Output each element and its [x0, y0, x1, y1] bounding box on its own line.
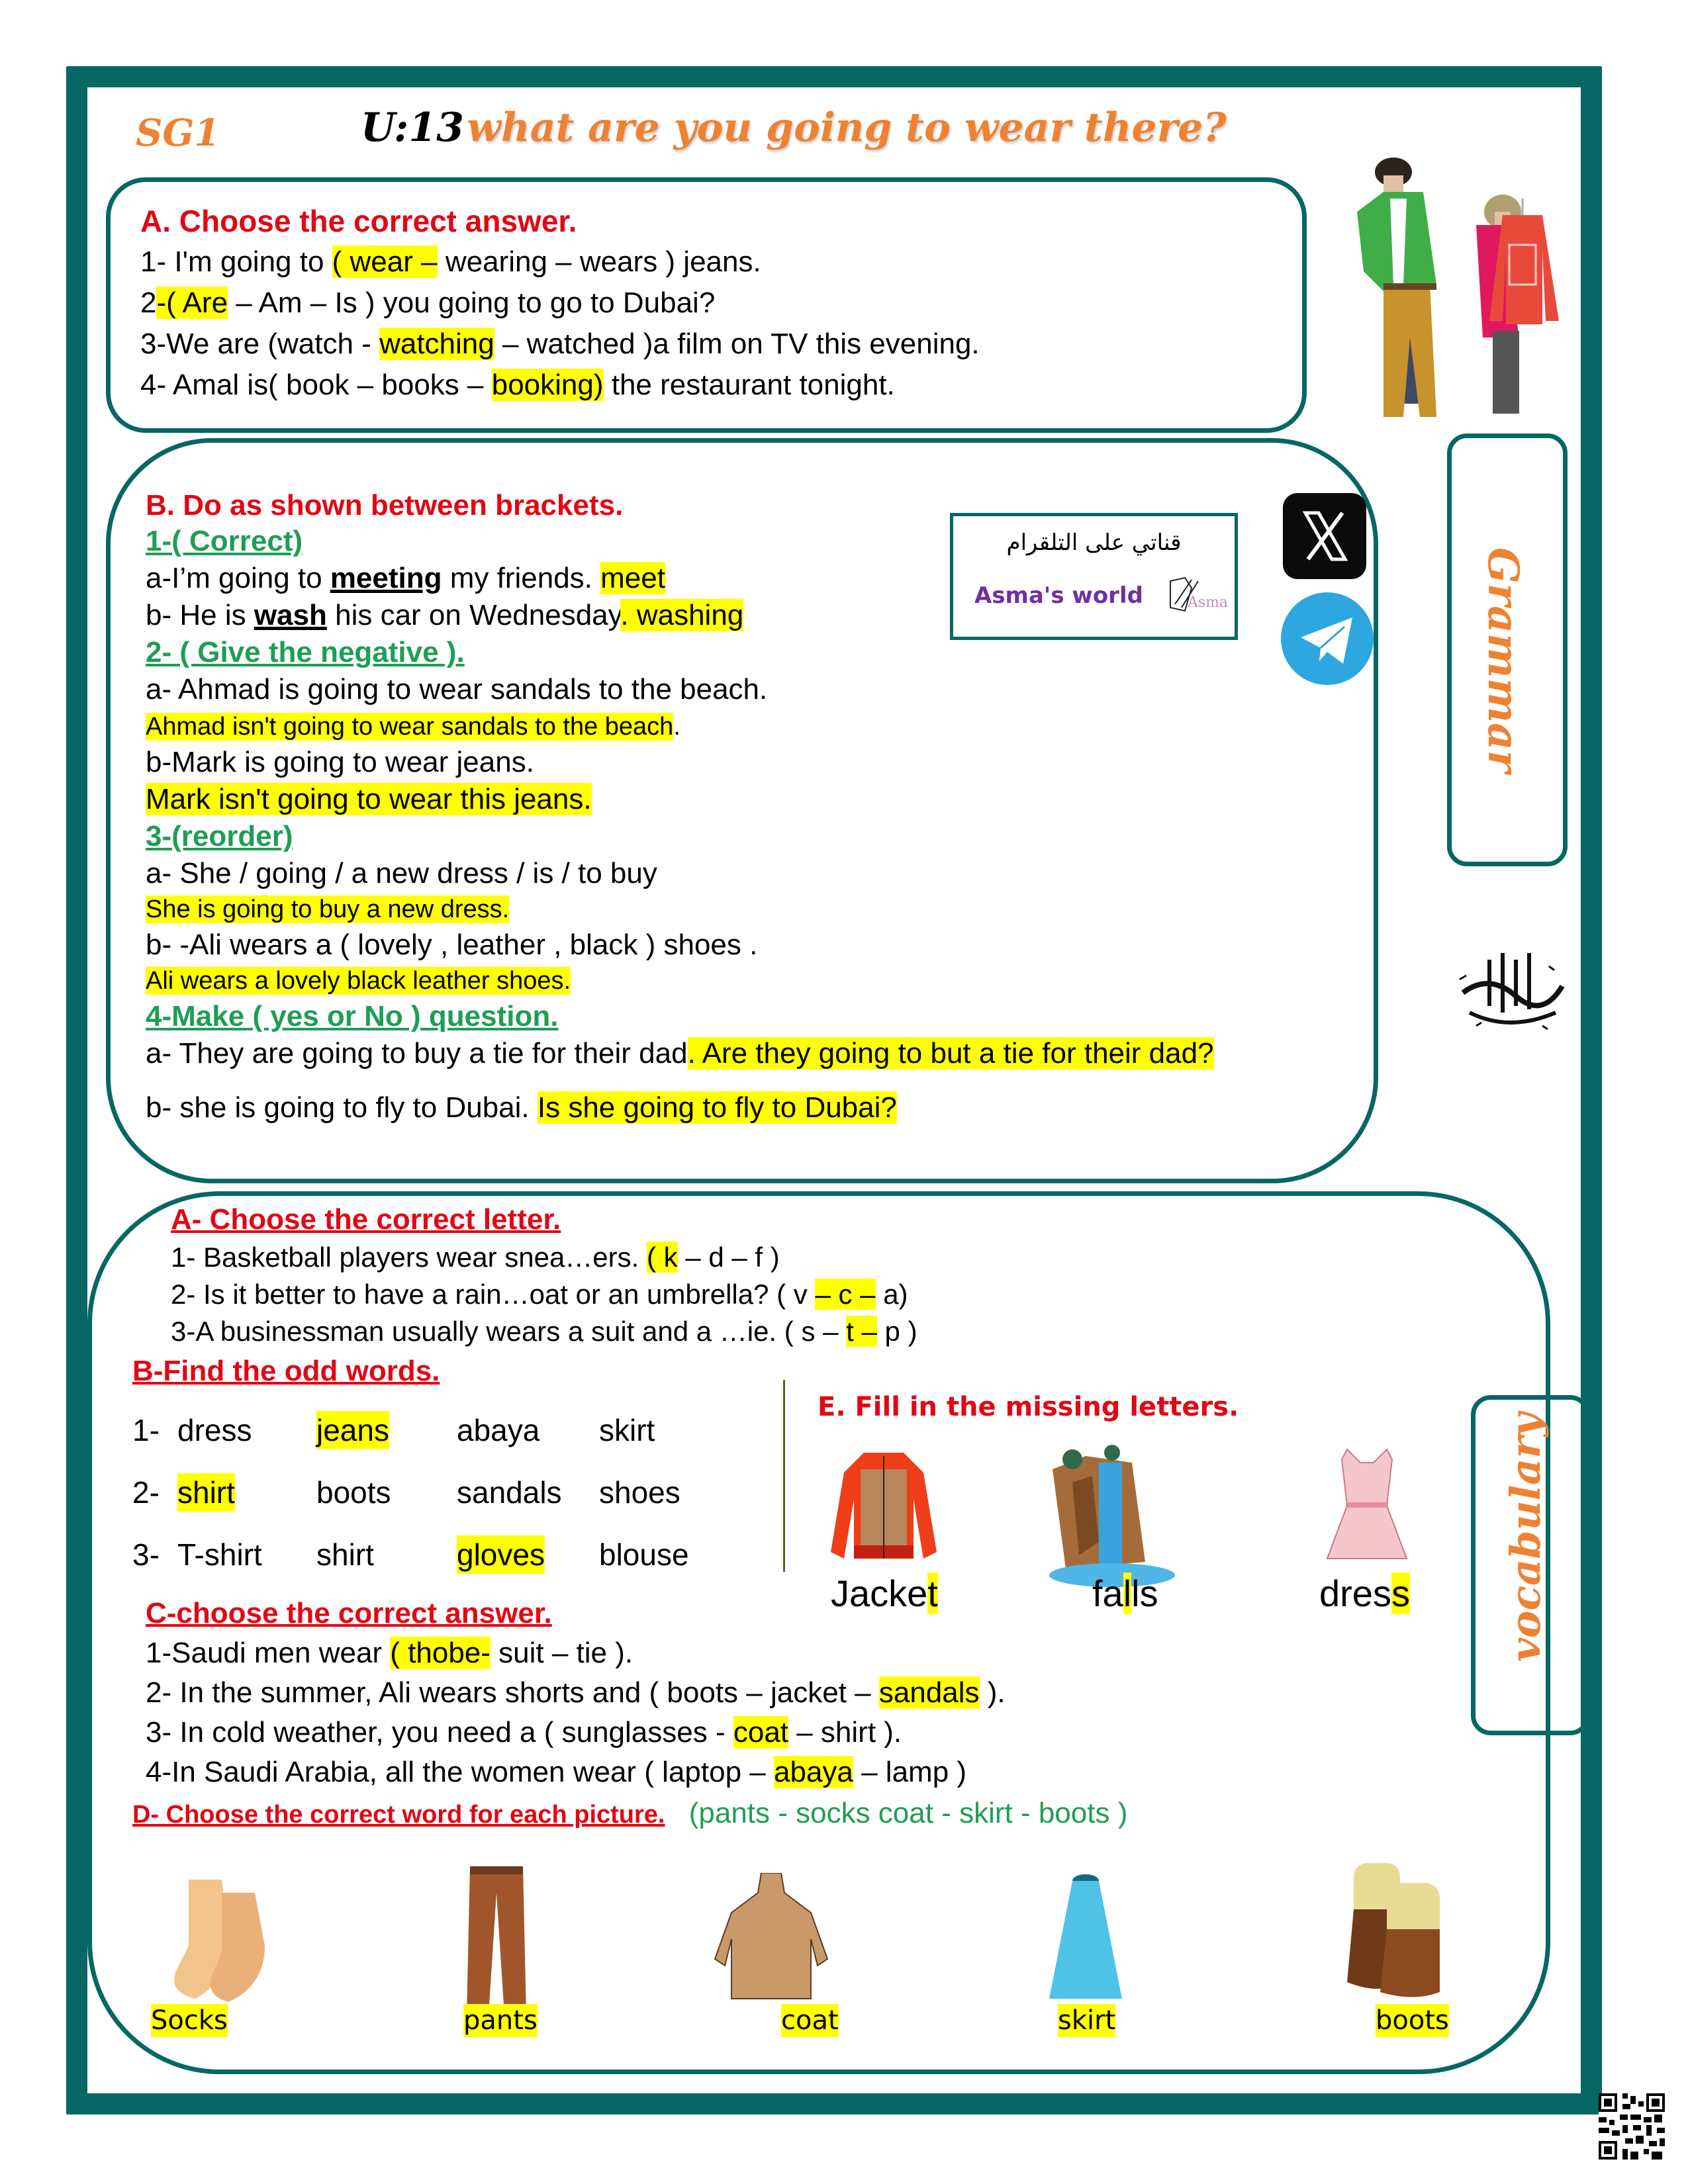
q-text: – shirt ). [788, 1716, 902, 1749]
q-text: 1- Basketball players wear snea…ers. [171, 1242, 647, 1273]
waterfall-picture [1046, 1443, 1178, 1588]
answer-highlight: ( k [646, 1242, 678, 1273]
grammar-b-part3-title: 3-(reorder) [146, 820, 293, 852]
q-text: 3- In cold weather, you need a ( sunglasses - [146, 1716, 733, 1749]
missing-letter: t [927, 1572, 938, 1614]
q-text: 3-A businessman usually wears a suit and a …ie. ( s – [171, 1316, 847, 1347]
picture-label-skirt: skirt [1058, 2005, 1116, 2036]
q-text: – watched )a film on TV this evening. [494, 328, 980, 360]
brand-name: Asma's world [974, 582, 1143, 609]
q-text: b- He is [146, 599, 254, 631]
q-text: ). [979, 1676, 1006, 1709]
word-part: dres [1319, 1572, 1391, 1614]
answer-highlight: . washing [620, 599, 744, 631]
picture-label-coat: coat [781, 2005, 839, 2036]
grammar-b-part4-title: 4-Make ( yes or No ) question. [146, 1000, 559, 1032]
grammar-b-part3-b: b- -Ali wears a ( lovely , leather , black ) shoes . [146, 929, 758, 961]
word-part: Jacke [831, 1572, 928, 1614]
odd-word-option: dress [177, 1413, 252, 1447]
answer-highlight: . Are they going to but a tie for their dad? [687, 1037, 1214, 1069]
odd-word-option: shirt [316, 1537, 374, 1572]
grammar-b-part2-title: 2- ( Give the negative ). [146, 636, 465, 668]
answer-highlight: watching [379, 328, 494, 360]
q-text: his car on Wednesday [326, 599, 621, 631]
answer-highlight: ( wear – [332, 246, 438, 278]
vocab-b-heading: B-Find the odd words. [132, 1355, 440, 1387]
q-text: the restaurant tonight. [603, 369, 895, 401]
q-text: a) [875, 1279, 908, 1310]
vocab-e-heading: E. Fill in the missing letters. [818, 1392, 1239, 1422]
grammar-a-heading: A. Choose the correct answer. [140, 204, 577, 238]
grammar-b-part4-b [146, 1089, 897, 1126]
word-bank: (pants - socks coat - skirt - boots ) [688, 1797, 1128, 1829]
telegram-channel-box[interactable] [950, 513, 1238, 640]
q-text: . [673, 713, 680, 741]
x-icon[interactable] [1283, 493, 1366, 579]
word-part: fa [1092, 1572, 1123, 1614]
vocab-d-heading: D- Choose the correct word for each picture. [132, 1801, 665, 1829]
grammar-a-q2 [140, 285, 715, 322]
answer-highlight: sandals [878, 1676, 980, 1709]
answer-highlight: She is going to buy a new dress. [146, 895, 510, 923]
odd-word-option: skirt [599, 1413, 655, 1447]
missing-letter: s [1391, 1572, 1410, 1614]
unit-number: U:13 [361, 105, 464, 151]
grammar-b-part2-a: a- Ahmad is going to wear sandals to the beach. [146, 673, 768, 705]
odd-word-answer: gloves [457, 1535, 545, 1574]
grammar-b-part3-b-answer [146, 962, 571, 999]
page-title [361, 105, 1227, 151]
picture-label-pants: pants [463, 2005, 538, 2036]
telegram-icon[interactable] [1281, 592, 1374, 685]
odd-row-number: 1- [132, 1413, 160, 1447]
vocab-c-heading: C-choose the correct answer. [146, 1597, 552, 1629]
error-word: meeting [330, 562, 442, 594]
odd-word-answer: jeans [316, 1411, 389, 1449]
boots-picture [1340, 1856, 1460, 2002]
answer-highlight: t – [846, 1316, 877, 1347]
answer-highlight: meet [600, 562, 665, 594]
odd-word-option: blouse [599, 1537, 689, 1572]
missing-letter: l [1123, 1572, 1132, 1614]
jacket-picture [824, 1446, 943, 1565]
answer-highlight: -( Are [156, 287, 228, 319]
answer-highlight: – c – [815, 1279, 876, 1310]
arabic-calligraphy [1450, 933, 1569, 1039]
grammar-a-q4 [140, 367, 895, 404]
grammar-b-heading: B. Do as shown between brackets. [146, 489, 624, 522]
grammar-b-part1-b [146, 597, 743, 634]
q-text: wearing – wears ) jeans. [437, 246, 761, 278]
vocab-d-row [132, 1795, 1127, 1833]
answer-highlight: abaya [774, 1756, 853, 1788]
vocab-a-q2 [171, 1276, 908, 1313]
skirt-picture [1043, 1873, 1129, 2005]
grammar-a-q1 [140, 244, 761, 281]
q-text: p ) [876, 1316, 917, 1347]
odd-row-number: 3- [132, 1537, 160, 1572]
odd-word-option: sandals [457, 1475, 562, 1510]
fill-letter-word [1092, 1572, 1158, 1615]
arabic-channel-text: قناتي على التلقرام [1006, 529, 1182, 556]
vocabulary-side-label: vocabulary [1501, 1412, 1550, 1662]
picture-label-boots: boots [1376, 2005, 1449, 2036]
answer-highlight: Ali wears a lovely black leather shoes. [146, 967, 571, 995]
q-text: 3-We are (watch - [140, 328, 380, 360]
q-text: suit – tie ). [490, 1637, 633, 1669]
answer-highlight: booking) [491, 369, 604, 401]
coat-picture [712, 1873, 831, 2005]
odd-word-option: T-shirt [177, 1537, 262, 1572]
odd-row-number: 2- [132, 1475, 160, 1510]
q-text: 2 [140, 287, 157, 319]
odd-word-answer: shirt [177, 1473, 235, 1512]
q-text: – lamp ) [853, 1756, 967, 1788]
q-text: – d – f ) [677, 1242, 780, 1273]
grammar-a-q3 [140, 326, 980, 363]
fill-letter-word [1319, 1572, 1410, 1615]
grammar-b-part1-a [146, 560, 665, 597]
vocab-c-q3 [146, 1714, 902, 1751]
answer-highlight: Ahmad isn't going to wear sandals to the beach [146, 713, 674, 741]
answer-highlight: ( thobe- [390, 1637, 491, 1669]
grammar-b-part4-a [146, 1035, 1214, 1072]
dress-picture [1321, 1446, 1413, 1565]
q-text: – Am – Is ) you going to go to Dubai? [228, 287, 716, 319]
q-text: b- she is going to fly to Dubai. [146, 1091, 538, 1124]
vocab-c-q2 [146, 1674, 1006, 1711]
word-part: ls [1131, 1572, 1158, 1614]
answer-highlight: coat [733, 1716, 789, 1749]
grammar-b-part2-b: b-Mark is going to wear jeans. [146, 746, 534, 778]
error-word: wash [254, 599, 327, 631]
odd-word-option: abaya [457, 1413, 540, 1447]
q-text: a- They are going to buy a tie for their dad [146, 1037, 688, 1069]
odd-word-option: shoes [599, 1475, 680, 1510]
people-shopping-illustration [1344, 152, 1562, 424]
q-text: my friends. [442, 562, 601, 594]
q-text: a-I’m going to [146, 562, 330, 594]
pants-picture [463, 1866, 530, 2019]
grammar-side-label: Grammar [1478, 547, 1528, 773]
answer-highlight: Is she going to fly to Dubai? [537, 1091, 897, 1124]
q-text: 4- Amal is( book – books – [140, 369, 492, 401]
q-text: 1-Saudi men wear [146, 1637, 391, 1669]
vocab-a-q3 [171, 1313, 917, 1350]
picture-label-socks: Socks [151, 2005, 228, 2036]
unit-title: what are you going to wear there? [467, 105, 1227, 151]
odd-word-option: boots [316, 1475, 391, 1510]
answer-highlight: Mark isn't going to wear this jeans. [146, 783, 592, 815]
asma-logo: Asma [1165, 574, 1218, 621]
socks-picture [149, 1873, 295, 2005]
q-text: 4-In Saudi Arabia, all the women wear ( laptop – [146, 1756, 774, 1788]
vocab-c-q4 [146, 1754, 966, 1791]
section-divider [783, 1380, 785, 1572]
q-text: 1- I'm going to [140, 246, 332, 278]
grammar-b-part2-a-answer [146, 708, 680, 745]
vocab-a-heading: A- Choose the correct letter. [171, 1203, 561, 1236]
grammar-b-part3-a: a- She / going / a new dress / is / to buy [146, 857, 657, 889]
vocab-c-q1 [146, 1635, 633, 1672]
qr-code[interactable] [1599, 2093, 1665, 2160]
grammar-b-part1-title: 1-( Correct) [146, 525, 303, 557]
q-text: 2- In the summer, Ali wears shorts and ( boots – jacket – [146, 1676, 879, 1709]
grammar-b-part2-b-answer [146, 781, 592, 818]
fill-letter-word [831, 1572, 938, 1615]
grammar-b-part3-a-answer [146, 891, 509, 928]
level-label: SG1 [136, 111, 220, 155]
q-text: 2- Is it better to have a rain…oat or an umbrella? ( v [171, 1279, 816, 1310]
vocab-a-q1 [171, 1239, 780, 1276]
